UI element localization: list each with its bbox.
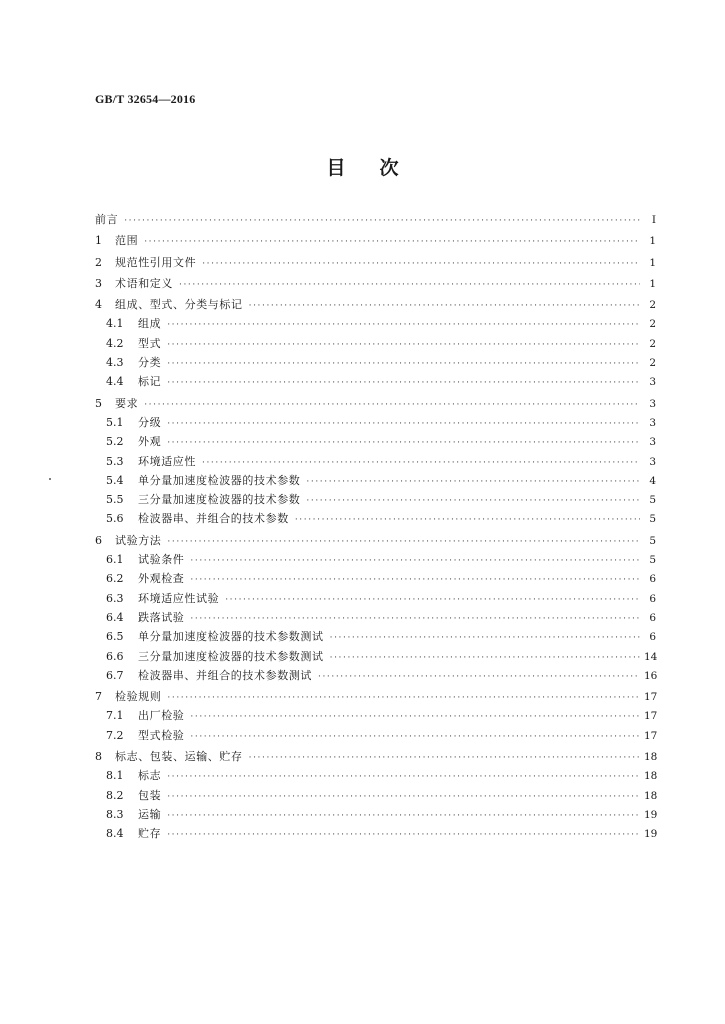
toc-entry-label: 分类	[138, 356, 162, 370]
standard-code: GB/T 32654—2016	[95, 92, 196, 106]
toc-entry-number: 7.1	[106, 709, 124, 723]
toc-entry-page: 2	[649, 357, 656, 370]
toc-leader-dots	[190, 571, 640, 590]
toc-entry-page: 3	[649, 416, 656, 429]
toc-entry-page: 6	[649, 611, 656, 624]
toc-entry[interactable]	[95, 726, 656, 745]
toc-leader-dots	[306, 473, 640, 492]
toc-entry-page: 6	[649, 592, 656, 605]
toc-entry-page: 5	[649, 513, 656, 526]
toc-entry-page: 2	[649, 337, 656, 350]
toc-entry-page: 1	[649, 277, 656, 290]
toc-entry-number: 5.5	[106, 493, 124, 507]
toc-entry-number: 6.2	[106, 572, 124, 586]
toc-entry[interactable]	[95, 550, 656, 569]
toc-entry-label: 分级	[138, 415, 162, 429]
toc-entry-page: 19	[644, 828, 658, 841]
toc-entry-number: 7.2	[106, 728, 124, 742]
toc-entry-page: 18	[644, 751, 658, 764]
toc-entry[interactable]	[95, 353, 656, 372]
toc-entry[interactable]	[95, 471, 656, 490]
toc-entry-number: 4.3	[106, 356, 124, 370]
toc-entry-label: 要求	[115, 396, 139, 410]
toc-entry[interactable]	[95, 490, 656, 509]
toc-entry[interactable]	[95, 569, 656, 588]
toc-entry[interactable]	[95, 627, 656, 646]
toc-entry[interactable]	[95, 314, 656, 333]
toc-entry-label: 三分量加速度检波器的技术参数测试	[138, 649, 324, 663]
toc-entry-page: 16	[644, 669, 658, 682]
toc-entry-label: 检波器串、并组合的技术参数测试	[138, 668, 312, 682]
toc-entry-number: 6.1	[106, 553, 124, 567]
toc-leader-dots	[167, 533, 640, 552]
toc-entry-label: 单分量加速度检波器的技术参数	[138, 473, 301, 487]
toc-leader-dots	[144, 233, 640, 252]
table-of-contents	[95, 210, 656, 844]
toc-leader-dots	[144, 396, 640, 415]
toc-entry-number: 4	[95, 298, 102, 312]
toc-entry-number: 8	[95, 750, 102, 764]
toc-entry-label: 标志、包装、运输、贮存	[115, 750, 243, 764]
toc-entry-page: 5	[649, 534, 656, 547]
toc-leader-dots	[167, 355, 640, 374]
toc-leader-dots	[167, 434, 640, 453]
toc-leader-dots	[330, 649, 640, 668]
toc-entry[interactable]	[95, 805, 656, 824]
toc-entry-number: 5.4	[106, 473, 124, 487]
toc-entry-page: 5	[649, 554, 656, 567]
toc-entry-page: 6	[649, 573, 656, 586]
toc-entry-page: 18	[644, 789, 658, 802]
toc-entry-label: 组成	[138, 317, 162, 331]
toc-entry-number: 5.6	[106, 512, 124, 526]
toc-leader-dots	[318, 668, 640, 687]
toc-entry[interactable]	[95, 589, 656, 608]
toc-entry-number: 3	[95, 276, 102, 290]
toc-entry-page: 19	[644, 808, 658, 821]
toc-entry-label: 环境适应性试验	[138, 591, 220, 605]
toc-entry-page: 18	[644, 770, 658, 783]
toc-entry-page: 5	[649, 494, 656, 507]
toc-entry[interactable]	[95, 687, 656, 706]
toc-entry-label: 运输	[138, 807, 162, 821]
toc-entry[interactable]	[95, 413, 656, 432]
toc-leader-dots	[330, 629, 640, 648]
toc-entry[interactable]	[95, 509, 656, 528]
toc-entry-page: 1	[649, 256, 656, 269]
toc-entry-number: 6.4	[106, 610, 124, 624]
toc-entry-number: 2	[95, 255, 102, 269]
margin-dot	[49, 478, 51, 480]
toc-entry-number: 4.4	[106, 375, 124, 389]
toc-leader-dots	[167, 788, 640, 807]
toc-leader-dots	[295, 511, 640, 530]
toc-entry-label: 组成、型式、分类与标记	[115, 298, 243, 312]
toc-entry-label: 前言	[95, 213, 119, 226]
toc-entry-number: 6.7	[106, 668, 124, 682]
toc-entry-page: 17	[644, 710, 658, 723]
toc-entry[interactable]	[95, 274, 656, 293]
toc-entry-number: 8.4	[106, 827, 124, 841]
toc-leader-dots	[167, 768, 640, 787]
toc-leader-dots	[167, 374, 640, 393]
toc-leader-dots	[167, 807, 640, 826]
toc-entry-number: 6.6	[106, 649, 124, 663]
toc-entry-label: 检验规则	[115, 690, 162, 704]
toc-entry-number: 5.3	[106, 454, 124, 468]
toc-entry-label: 外观	[138, 435, 162, 449]
toc-leader-dots	[167, 316, 640, 335]
toc-entry[interactable]	[95, 608, 656, 627]
toc-entry[interactable]	[95, 394, 656, 413]
toc-entry-label: 环境适应性	[138, 454, 196, 468]
toc-entry-page: 3	[649, 376, 656, 389]
toc-leader-dots	[179, 276, 640, 295]
toc-entry[interactable]	[95, 747, 656, 766]
toc-entry-page: 4	[649, 474, 656, 487]
toc-entry-label: 型式	[138, 336, 162, 350]
toc-entry-page: 2	[649, 299, 656, 312]
toc-entry-page: 3	[649, 455, 656, 468]
toc-entry-label: 外观检查	[138, 572, 185, 586]
title-char-1: 目	[326, 157, 346, 179]
toc-entry-number: 4.2	[106, 336, 124, 350]
title-char-2: 次	[379, 157, 399, 179]
toc-entry-page: 1	[649, 235, 656, 248]
toc-entry[interactable]	[95, 231, 656, 250]
toc-entry[interactable]	[95, 432, 656, 451]
toc-entry-number: 6.5	[106, 630, 124, 644]
toc-entry-label: 术语和定义	[115, 276, 173, 290]
toc-leader-dots	[190, 552, 640, 571]
toc-entry[interactable]	[95, 372, 656, 391]
toc-entry[interactable]	[95, 531, 656, 550]
toc-entry-number: 4.1	[106, 317, 124, 331]
toc-entry-page: 14	[644, 650, 658, 663]
toc-entry-label: 型式检验	[138, 728, 185, 742]
toc-entry-page: 17	[644, 691, 658, 704]
toc-leader-dots	[167, 415, 640, 434]
toc-entry[interactable]	[95, 647, 656, 666]
toc-entry-number: 8.1	[106, 769, 124, 783]
toc-entry-page: 2	[649, 318, 656, 331]
toc-entry-label: 标记	[138, 375, 162, 389]
toc-entry-page: 6	[649, 631, 656, 644]
toc-entry-label: 范围	[115, 234, 139, 248]
toc-leader-dots	[225, 591, 640, 610]
toc-entry-label: 包装	[138, 788, 162, 802]
toc-leader-dots	[306, 492, 640, 511]
toc-entry-number: 8.3	[106, 807, 124, 821]
toc-entry-number: 5	[95, 396, 102, 410]
toc-entry-label: 试验条件	[138, 553, 185, 567]
toc-entry[interactable]	[95, 452, 656, 471]
toc-leader-dots	[167, 689, 640, 708]
toc-leader-dots	[124, 212, 640, 231]
toc-entry-number: 6.3	[106, 591, 124, 605]
toc-entry-number: 6	[95, 533, 102, 547]
toc-entry[interactable]	[95, 334, 656, 353]
toc-entry-number: 5.1	[106, 415, 124, 429]
toc-leader-dots	[249, 749, 640, 768]
toc-entry-label: 贮存	[138, 827, 162, 841]
toc-entry-number: 8.2	[106, 788, 124, 802]
toc-entry-number: 1	[95, 234, 102, 248]
toc-entry-label: 单分量加速度检波器的技术参数测试	[138, 630, 324, 644]
toc-leader-dots	[190, 728, 640, 747]
toc-entry-label: 标志	[138, 769, 162, 783]
toc-entry[interactable]	[95, 706, 656, 725]
toc-entry[interactable]	[95, 786, 656, 805]
toc-entry-page: 3	[649, 436, 656, 449]
toc-entry[interactable]	[95, 824, 656, 843]
toc-entry-label: 三分量加速度检波器的技术参数	[138, 493, 301, 507]
toc-entry[interactable]	[95, 210, 656, 229]
toc-entry-label: 检波器串、并组合的技术参数	[138, 512, 289, 526]
toc-entry[interactable]	[95, 666, 656, 685]
page-title	[0, 153, 725, 180]
toc-leader-dots	[167, 336, 640, 355]
toc-entry-number: 5.2	[106, 435, 124, 449]
toc-entry-page: 17	[644, 729, 658, 742]
toc-entry-page: Ⅰ	[651, 214, 656, 226]
toc-leader-dots	[167, 826, 640, 845]
toc-leader-dots	[249, 297, 640, 316]
toc-entry-label: 跌落试验	[138, 610, 185, 624]
toc-entry[interactable]	[95, 766, 656, 785]
toc-entry[interactable]	[95, 295, 656, 314]
toc-entry-label: 试验方法	[115, 533, 162, 547]
toc-entry-label: 出厂检验	[138, 709, 185, 723]
toc-entry[interactable]	[95, 253, 656, 272]
toc-entry-number: 7	[95, 690, 102, 704]
toc-leader-dots	[202, 255, 640, 274]
toc-entry-page: 3	[649, 397, 656, 410]
toc-entry-label: 规范性引用文件	[115, 255, 197, 269]
toc-leader-dots	[190, 708, 640, 727]
